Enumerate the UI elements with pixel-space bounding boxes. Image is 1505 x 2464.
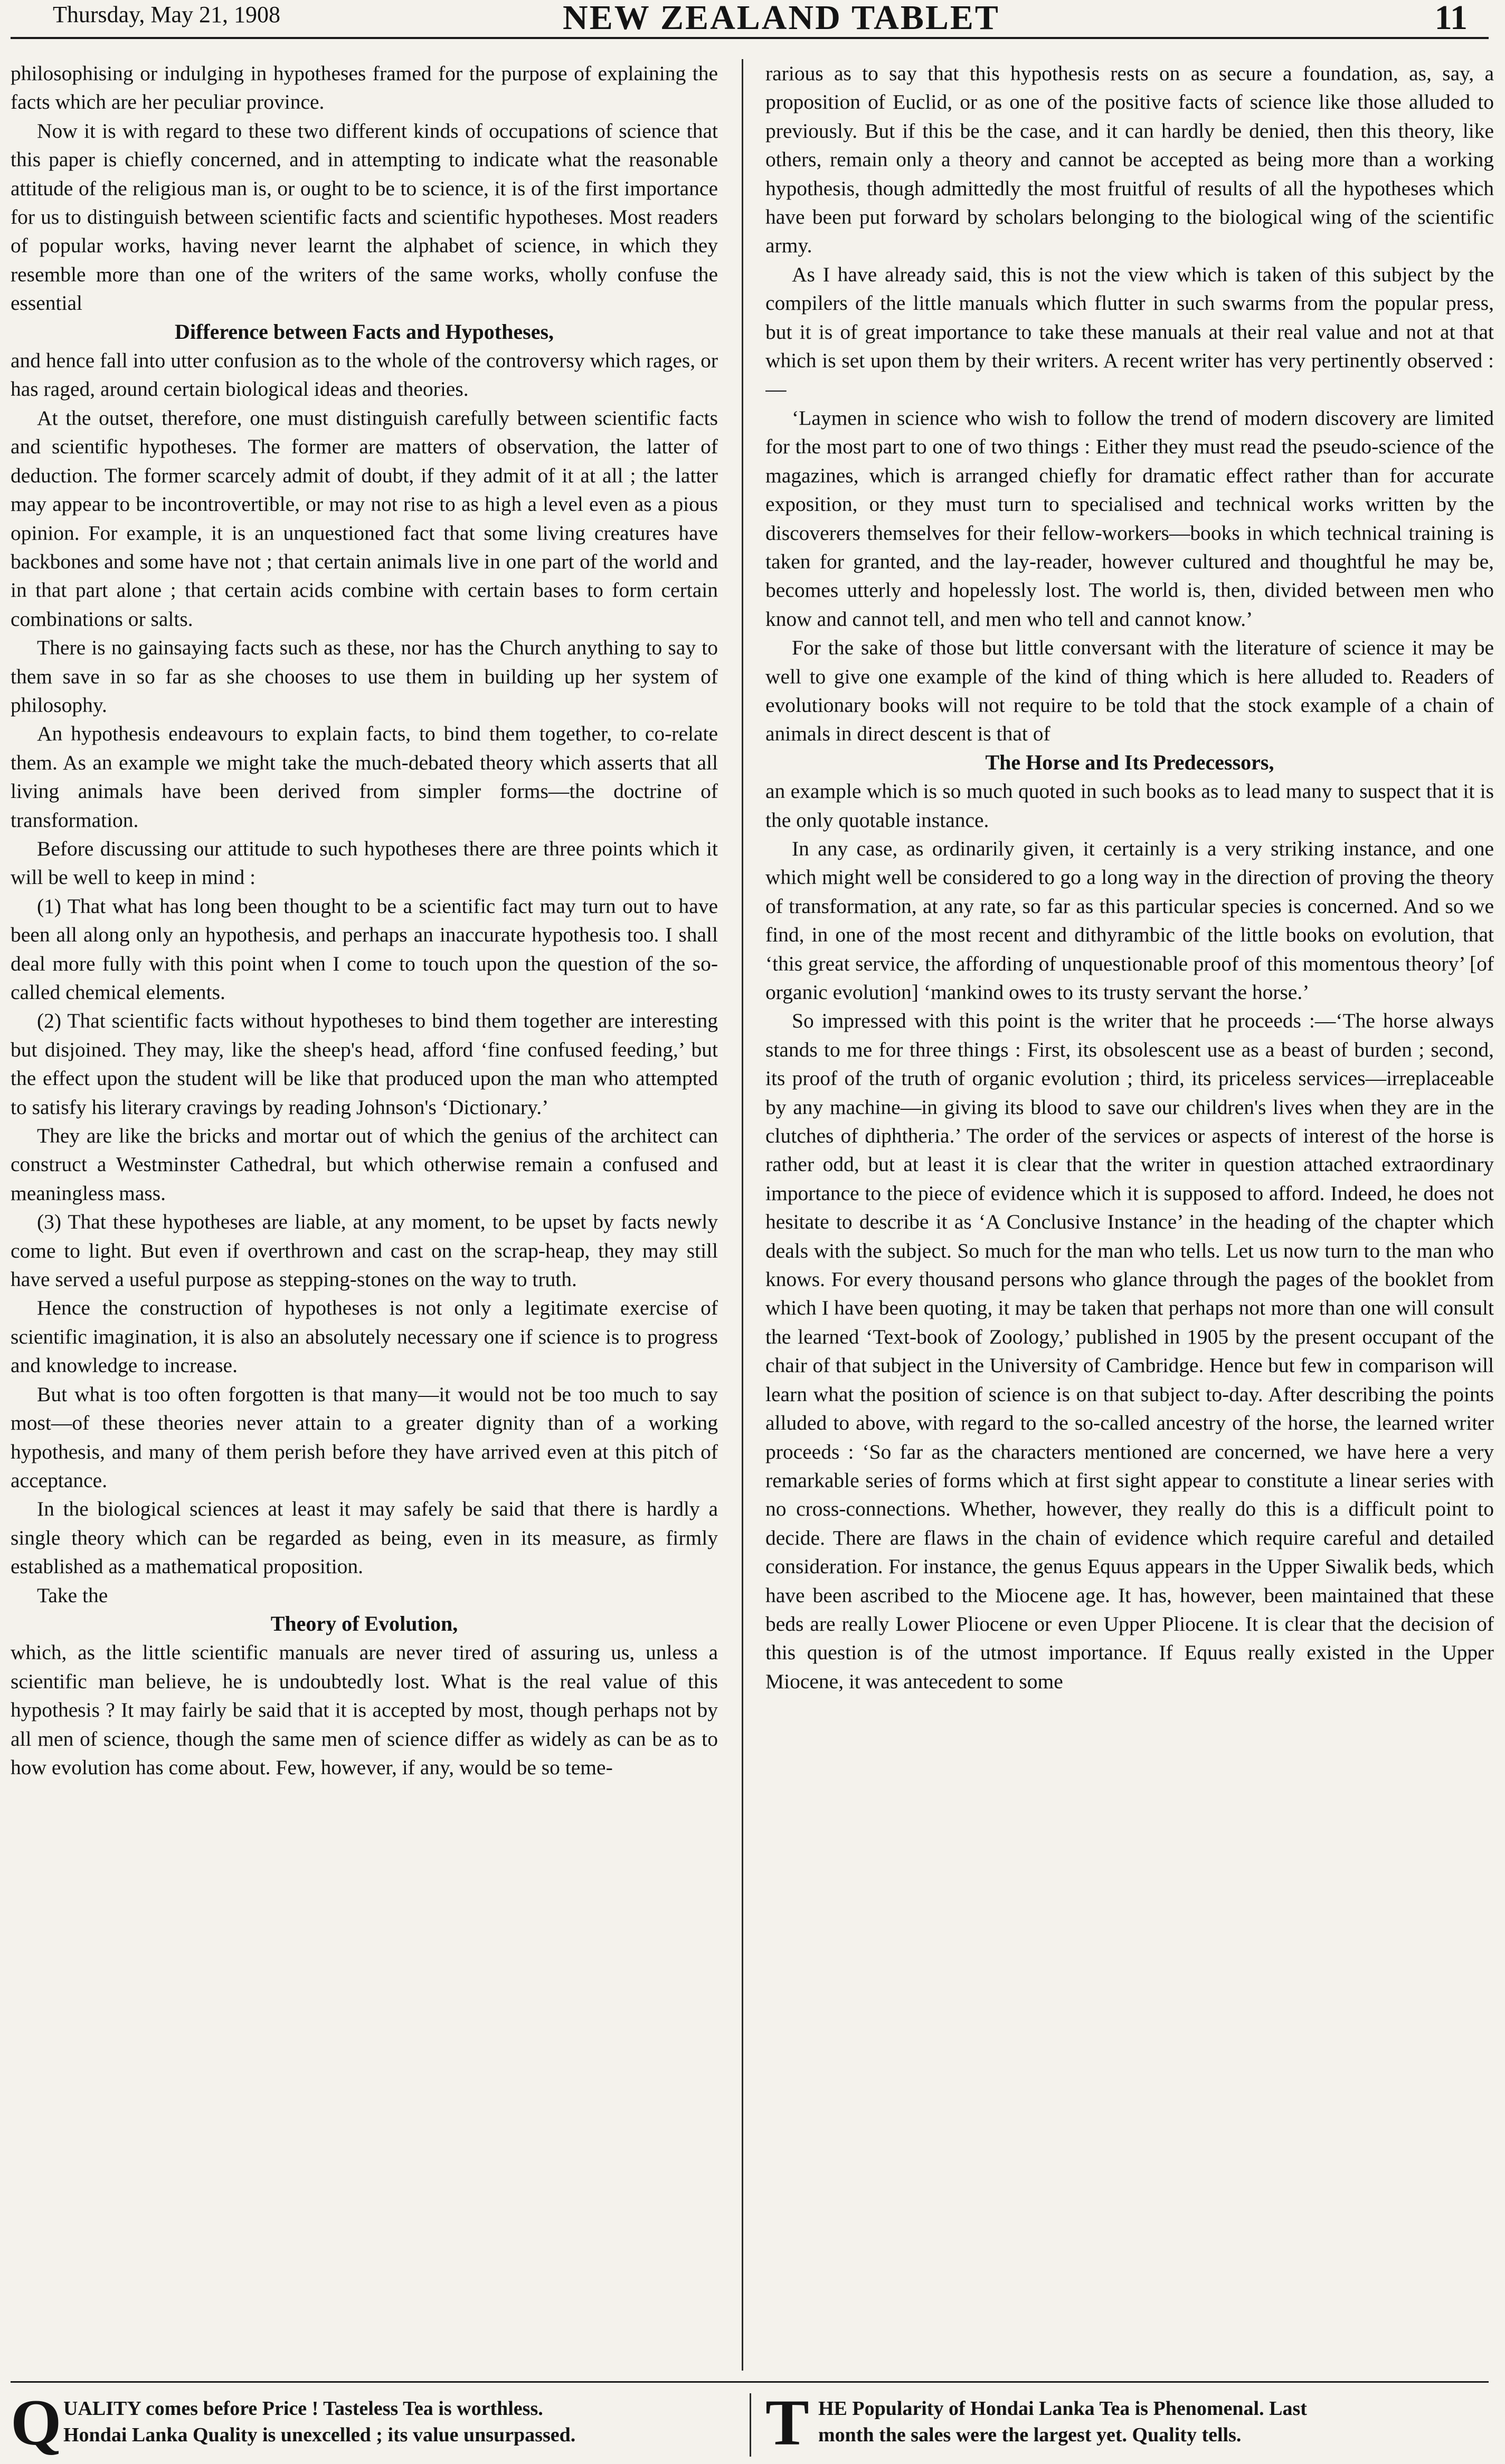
article-paragraph: At the outset, therefore, one must distinguish carefully between scientific facts and scientific hypotheses. The former are matters of observation, the latter of deduction. The former scarcely admit of doubt, if they admit of it at all ; the latter may appear to be incontrovertible, or may not rise to as high a level even as a pious opinion. For example, it is an unquestioned fact that some living creatures have backbones and some have not ; that certain animals live in one part of the world and in that part alone ; that certain acids combine with certain bases to form certain combinations or salts. [11,406,718,631]
advertisement-line: HE Popularity of Hondai Lanka Tea is Phenomenal. Last [818,2398,1307,2420]
article-paragraph: philosophising or indulging in hypotheses framed for the purpose of explaining the facts which are her peculiar province. [11,62,718,114]
section-heading: Difference between Facts and Hypotheses, [174,319,554,344]
article-paragraph: Now it is with regard to these two different kinds of occupations of science that this paper is chiefly concerned, and in attempting to indicate what the reasonable attitude of the religious man is, or ought to be to science, it is of the first importance for us to distinguish between scientific facts and scientific hypotheses. Most readers of popular works, having never learnt the alphabet of science, in which they resemble more than one of the writers of the same works, wholly confuse the essential [11,119,718,315]
article-paragraph: ‘Laymen in science who wish to follow the trend of modern discovery are limited for the most part to one of two things : Either they must read the pseudo-science of the magazines, which is arranged chiefly for dramatic effect rather than for accurate exposition, or they must turn to specialised and technical works written by the discoverers themselves for their fellow-workers—books in which technical training is taken for granted, and the lay-reader, however cultured and thoughtful he may be, becomes utterly and hopelessly lost. The world is, then, divided between men who know and cannot tell, and men who tell and cannot know.’ [765,406,1494,631]
article-paragraph: As I have already said, this is not the view which is taken of this subject by the compilers of the little manuals which flutter in such swarms from the popular press, but it is of great importance to take these manuals at their real value and not at that which is set upon them by their writers. A recent writer has very pertinently observed :— [765,262,1494,401]
page-number: 11 [1434,0,1468,37]
article-paragraph: In any case, as ordinarily given, it certainly is a very striking instance, and one which might well be considered to go a long way in the direction of proving the theory of transformation, at any rate, so far as this particular species is concerned. And so we find, in one of the most recent and dithyrambic of the little books on evolution, that ‘this great service, the affording of unquestionable proof of this momentous theory’ [of organic evolution] ‘mankind owes to its trusty servant the horse.’ [765,836,1494,1004]
article-paragraph: rarious as to say that this hypothesis rests on as secure a foundation, as, say, a proposition of Euclid, or as one of the positive facts of science like those alluded to previously. But if this be the case, and it can hardly be denied, then this theory, like others, remain only a theory and cannot be accepted as being more than a working hypothesis, though admittedly the most fruitful of results of all the hypotheses which have been put forward by scholars belonging to the biological wing of the scientific army. [765,62,1494,258]
article-paragraph: But what is too often forgotten is that many—it would not be too much to say most—of these theories never attain to a greater dignity than of a working hypothesis, and many of them perish before they have arrived even at this pitch of acceptance. [11,1382,718,1492]
article-paragraph: There is no gainsaying facts such as these, nor has the Church anything to say to them save in so far as she chooses to use them in building up her system of philosophy. [11,636,718,717]
column-divider [742,59,743,2371]
advertisement-popularity [765,2386,1489,2459]
advertisement-line: UALITY comes before Price ! Tasteless Tea is worthless. [63,2398,543,2420]
footer-divider [750,2393,751,2457]
article-paragraph: (2) That scientific facts without hypotheses to bind them together are interesting but disjoined. They may, like the sheep's head, afford ‘fine confused feeding,’ but the effect upon the student will be like that produced upon the man who attempted to satisfy his literary cravings by reading Johnson's ‘Dictionary.’ [11,1009,718,1119]
advertisement-line: Hondai Lanka Quality is unexcelled ; its value unsurpassed. [63,2424,576,2446]
article-paragraph: Take the [37,1583,108,1607]
advertisement-line: month the sales were the largest yet. Quality tells. [818,2424,1242,2446]
article-paragraph: Before discussing our attitude to such hypotheses there are three points which it will be well to keep in mind : [11,836,718,889]
right-column [765,59,1494,2366]
advertisement-text [63,2395,734,2448]
left-column [11,59,718,2366]
advertisement-footer [11,2381,1489,2462]
article-paragraph: Hence the construction of hypotheses is not only a legitimate exercise of scientific imagination, it is also an absolutely necessary one if science is to progress and knowledge to increase. [11,1296,718,1377]
article-paragraph: (3) That these hypotheses are liable, at any moment, to be upset by facts newly come to light. But even if overthrown and cast on the scrap-heap, they may still have served a useful purpose as stepping-stones on the way to truth. [11,1210,718,1291]
article-paragraph: and hence fall into utter confusion as to the whole of the controversy which rages, or has raged, around certain biological ideas and theories. [11,349,718,401]
issue-date: Thursday, May 21, 1908 [53,2,280,27]
article-paragraph: an example which is so much quoted in such books as to lead many to suspect that it is the only quotable instance. [765,779,1494,832]
article-paragraph: An hypothesis endeavours to explain facts, to bind them together, to co-relate them. As an example we might take the much-debated theory which asserts that all living animals have been derived from simpler forms—the doctrine of transformation. [11,722,718,832]
article-paragraph: They are like the bricks and mortar out of which the genius of the architect can construct a Westminster Cathedral, but which otherwise remain a confused and meaningless mass. [11,1124,718,1205]
article-paragraph: (1) That what has long been thought to be a scientific fact may turn out to have been all along only an hypothesis, and perhaps an inaccurate hypothesis too. I shall deal more fully with this point when I come to touch upon the question of the so-called chemical elements. [11,894,718,1004]
article-paragraph: So impressed with this point is the writer that he proceeds :—‘The horse always stands to me for three things : First, its obsolescent use as a beast of burden ; second, its proof of the truth of organic evolution ; third, its priceless services—irreplaceable by any machine—in giving its blood to save our children's lives when they are in the clutches of diphtheria.’ The order of the services or aspects of interest of the horse is rather odd, but at least it is clear that the writer in question attached extraordinary importance to the piece of evidence which it is supposed to afford. Indeed, he does not hesitate to describe it as ‘A Conclusive Instance’ in the heading of the chapter which deals with the subject. So much for the man who tells. Let us now turn to the man who knows. For every thousand persons who glance through the pages of the booklet from which I have been quoting, it may be taken that perhaps not more than one will consult the learned ‘Text-book of Zoology,’ published in 1905 by the present occupant of the chair of that subject in the University of Cambridge. Hence but few in comparison will learn what the position of science is on that subject to-day. After describing the points alluded to above, with regard to the so-called ancestry of the horse, the learned writer proceeds : ‘So far as the characters mentioned are concerned, we have here a very remarkable series of forms which at first sight appear to constitute a linear series with no cross-connections. Whether, however, they really do this is a difficult point to decide. There are flaws in the chain of evidence which require careful and detailed consideration. For instance, the genus Equus appears in the Upper Siwalik beds, which have been ascribed to the Miocene age. It has, however, been maintained that these beds are really Lower Pliocene or even Upper Pliocene. It is clear that the decision of this question is of the utmost importance. If Equus really existed in the Upper Miocene, it was antecedent to some [765,1009,1494,1693]
dropcap-letter: T [765,2386,809,2459]
article-paragraph: In the biological sciences at least it may safely be said that there is hardly a single theory which can be regarded as being, even in its measure, as firmly established as a mathematical proposition. [11,1497,718,1578]
article-paragraph: For the sake of those but little conversant with the literature of science it may be well to give one example of the kind of thing which is here alluded to. Readers of evolutionary books will not require to be told that the stock example of a chain of animals in direct descent is that of [765,636,1494,746]
section-heading: The Horse and Its Predecessors, [985,750,1274,774]
advertisement-text [818,2395,1489,2448]
page-header [11,0,1489,39]
advertisement-quality [11,2386,734,2459]
article-paragraph: which, as the little scientific manuals are never tired of assuring us, unless a scientific man believe, he is undoubtedly lost. What is the real value of this hypothesis ? It may fairly be said that it is accepted by most, though perhaps not by all men of science, though the same men of science differ as widely as can be as to how evolution has come about. Few, however, if any, would be so teme- [11,1641,718,1779]
dropcap-letter: Q [11,2386,62,2459]
masthead-title: NEW ZEALAND TABLET [563,0,1000,37]
section-heading: Theory of Evolution, [270,1611,458,1635]
